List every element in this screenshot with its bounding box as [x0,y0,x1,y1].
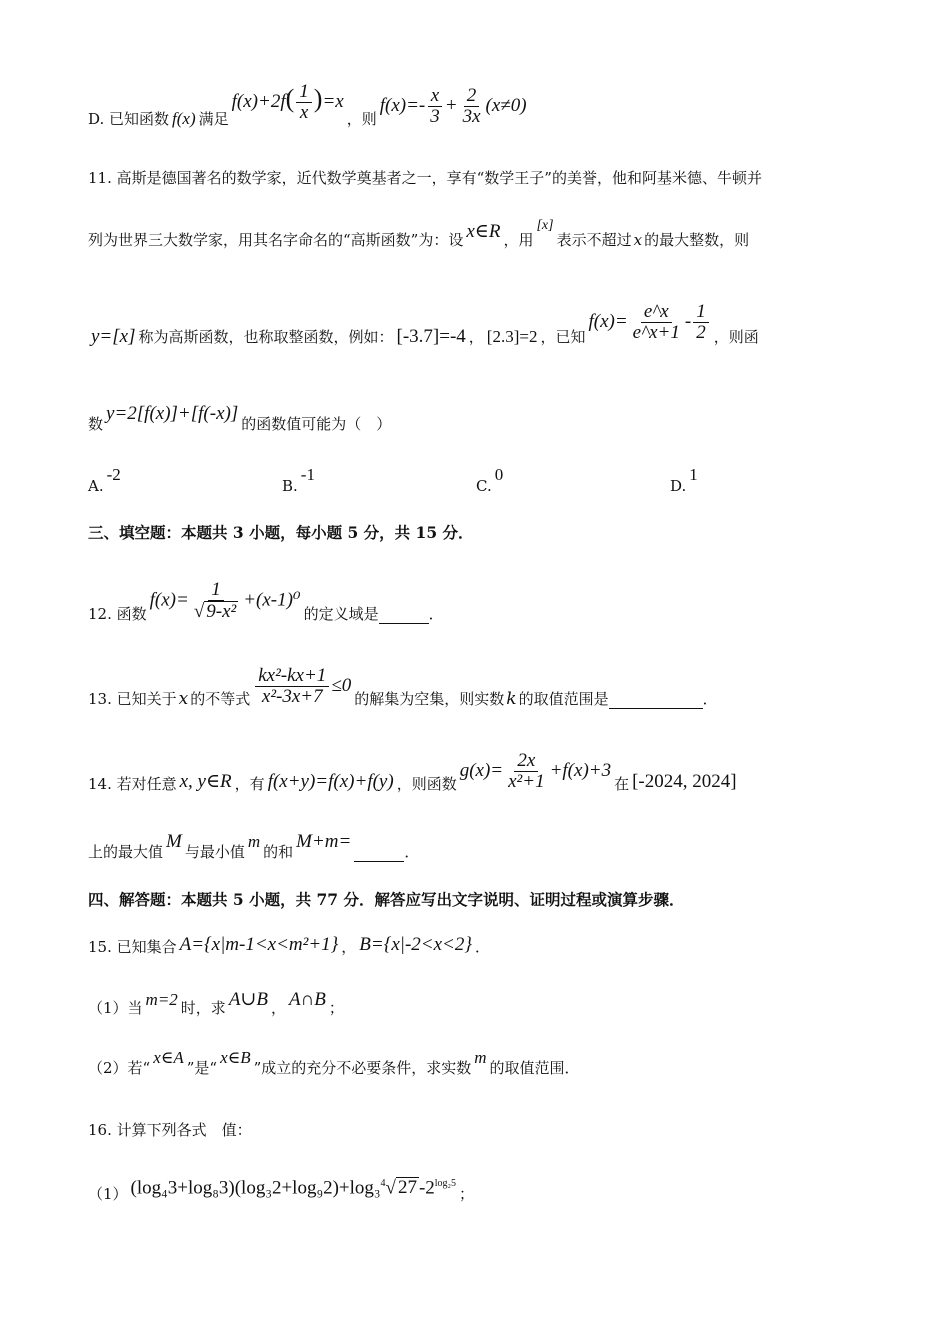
functional-equation: f(x)+2f( $\frac{1}{x}$ )=x [231,81,344,123]
result-formula: f(x)=- $\frac{x}{3}$ + $\frac{2}{3x}$ (x≠0) [379,85,527,127]
option-d-line: D. 已知函数 f(x) 满足 f(x)+2f( $\frac{1}{x}$ )=x ，则 f(x)=- $\frac{x}{3}$ + $\frac{2}{3x}$ (x≠0) [88,81,527,128]
q11-option-a[interactable]: A. -2 [88,465,121,495]
fx-inline: f(x) [172,109,196,128]
gauss-f-formula: f(x)= $\frac{e\^{}x}{e\^{}x+1}$ - $\frac{1}{2}$ [588,302,710,343]
q11-option-c[interactable]: C. 0 [476,465,504,495]
q11-option-d[interactable]: D. 1 [670,465,698,495]
q14-line2: 上的最大值 M 与最小值 m 的和 M+m= ． [88,831,420,861]
q16-expression: (log₄3+log₈3)(log₃2+log₉2)+log₃$^4$√ 27 $-2^{log_25}$ [130,1177,457,1199]
q14-g-formula: g(x)= $\frac{2x}{\text{x²+1}}$ +f(x)+3 [459,750,612,792]
section-4-heading: 四、解答题：本题共 5 小题，共 77 分．解答应写出文字说明、证明过程或演算步骤． [88,890,685,909]
q16-part1: （1） (log₄3+log₈3)(log₃2+log₉2)+log₃$^4$√ 27 $-2^{log_25}$ ； [88,1180,474,1204]
q11-line1: 11. 高斯是德国著名的数学家，近代数学奠基者之一，享有“数学王子”的美誉，他和阿基米德、牛顿并 [88,169,762,187]
q14-answer-blank[interactable] [354,845,404,862]
q11-line4: 数 y=2[f(x)]+[f(-x)] 的函数值可能为（ ） [88,403,392,433]
q15-line: 15. 已知集合 A={x|m-1<x<m²+1} ， B={x|-2<x<2} ． [88,934,490,956]
section-3-heading: 三、填空题：本题共 3 小题，每小题 5 分，共 15 分． [88,523,474,542]
q13-line: 13. 已知关于 x 的不等式 $\frac{\text{kx²-kx+1}}{\text{x²-3x+7}}$ ≤0 的解集为空集，则实数 k 的取值范围是 ． [88,665,718,709]
q13-answer-blank[interactable] [609,692,703,709]
q11-line2: 列为世界三大数学家，用其名字命名的“高斯函数”为：设 x∈R ，用 [x] 表示不超过 x 的最大整数，则 [88,218,750,249]
q14-line1: 14. 若对任意 x, y∈R ，有 f(x+y)=f(x)+f(y) ，则函数 g(x)= $\frac{2x}{\text{x²+1}}$ +f(x)+3 在 [-2024, 2024] [88,750,737,793]
q12-line: 12. 函数 f(x)= $\frac{1}{\text{√ 9-x²}}$ +(x-1)⁰ 的定义域是 ． [88,579,444,623]
q15-part2: （2）若“ x∈A ”是“ x∈B ”成立的充分不必要条件，求实数 m 的取值范围． [88,1048,580,1077]
q11-option-b[interactable]: B. -1 [282,465,315,495]
q11-line3: y=[x] 称为高斯函数，也称取整函数，例如： [-3.7]=-4 ， [2.3]=2 ，已知 f(x)= $\frac{e\^{}x}{e\^{}x+1}$ - $\frac{1}{2}$ ，则函 [91,301,759,347]
q16-title: 16. 计算下列各式 值： [88,1121,252,1139]
q12-formula: f(x)= $\frac{1}{\text{√ 9-x²}}$ +(x-1)⁰ [149,579,301,622]
q15-part1: （1）当 m=2 时，求 A∪B ， A∩B ； [88,989,344,1017]
q13-inequality: $\frac{\text{kx²-kx+1}}{\text{x²-3x+7}}$ ≤0 [253,666,351,707]
q12-answer-blank[interactable] [379,607,429,624]
